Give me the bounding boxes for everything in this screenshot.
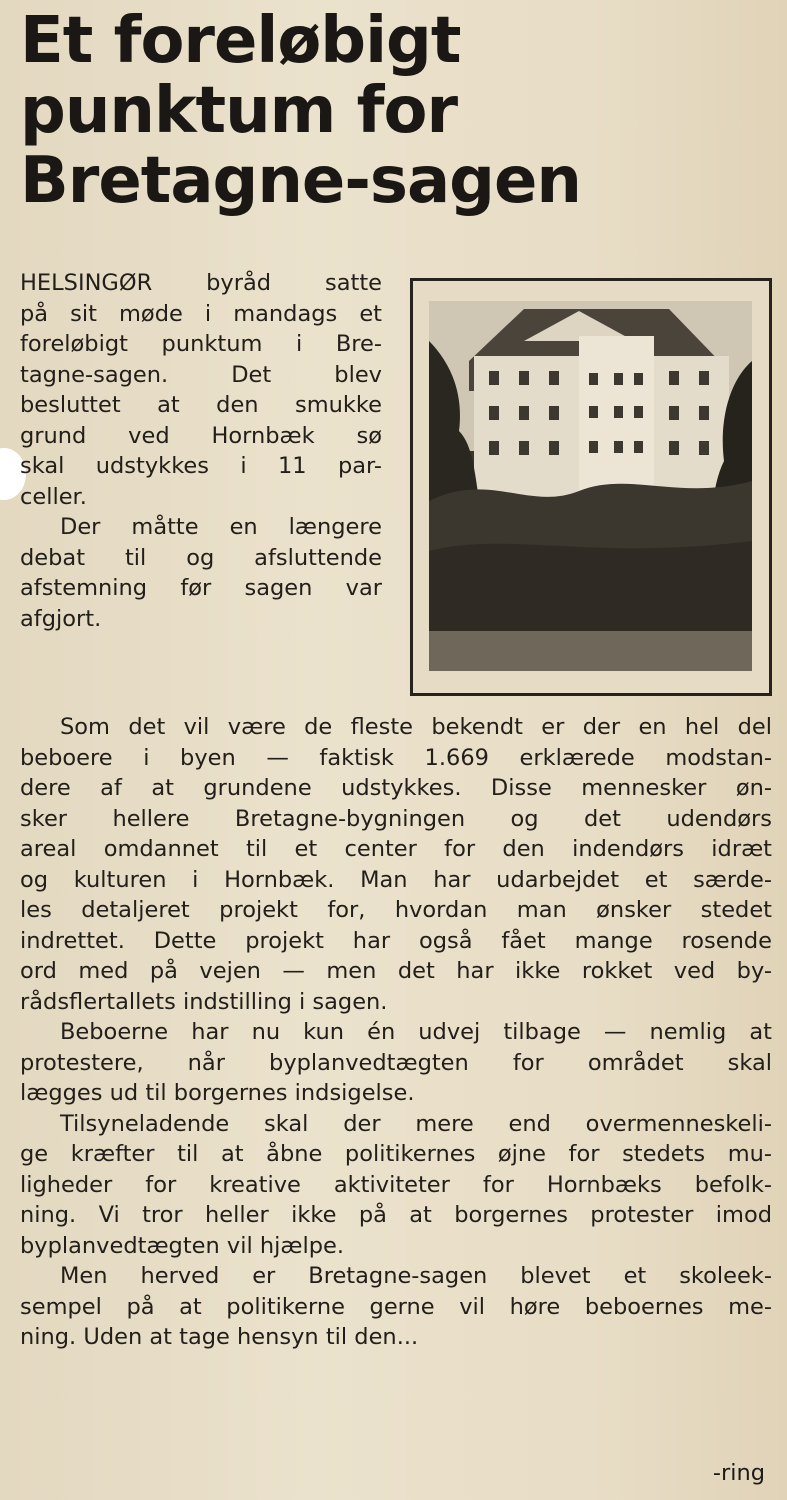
body-line: Men herved er Bretagne-sagen blevet et skoleek- <box>60 1263 772 1289</box>
intro-line: debat til og afsluttende <box>20 544 382 571</box>
body-line: ligheder for kreative aktiviteter for Hornbæks befolk- <box>20 1171 772 1198</box>
intro-line: celler. <box>20 483 87 510</box>
intro-line: tagne-sagen. Det blev <box>20 361 382 388</box>
body-line: sempel på at politikerne gerne vil høre beboernes me- <box>20 1293 772 1320</box>
body-line: rådsflertallets indstilling i sagen. <box>20 988 388 1015</box>
body-line: protestere, når byplanvedtægten for området skal <box>20 1049 772 1076</box>
intro-line: afgjort. <box>20 605 102 632</box>
body-line: Som det vil være de fleste bekendt er der en hel del <box>60 714 772 740</box>
intro-line: foreløbigt punktum i Bre- <box>20 331 382 357</box>
body-line: ge kræfter til at åbne politikernes øjne for stedets mu- <box>20 1141 772 1167</box>
body-line: Beboerne har nu kun én udvej tilbage — nemlig at <box>60 1019 772 1045</box>
body-line: ord med på vejen — men det har ikke rokket ved by- <box>20 958 772 984</box>
intro-line: på sit møde i mandags et <box>20 300 382 327</box>
body-line: Tilsyneladende skal der mere end overmenneskeli- <box>60 1110 772 1137</box>
intro-column <box>20 268 382 634</box>
body-line: beboere i byen — faktisk 1.669 erklærede modstan- <box>20 744 772 771</box>
headline <box>20 6 770 216</box>
intro-line: skal udstykkes i 11 par- <box>20 453 382 479</box>
body-line: og kulturen i Hornbæk. Man har udarbejdet et særde- <box>20 866 772 893</box>
body-line: indrettet. Dette projekt har også fået mange rosende <box>20 927 772 954</box>
intro-line: besluttet at den smukke <box>20 392 382 418</box>
headline-line-2: punktum for <box>20 74 457 148</box>
photo-frame <box>410 278 772 696</box>
body-line: ning. Vi tror heller ikke på at borgernes protester imod <box>20 1202 772 1228</box>
body-line: byplanvedtægten vil hjælpe. <box>20 1232 344 1259</box>
headline-line-1: Et foreløbigt <box>20 4 461 78</box>
headline-line-3: Bretagne-sagen <box>20 144 581 218</box>
intro-line: afstemning før sagen var <box>20 575 382 601</box>
body-line: lægges ud til borgernes indsigelse. <box>20 1080 415 1106</box>
body-line: les detaljeret projekt for, hvordan man ønsker stedet <box>20 897 772 923</box>
building-photo <box>429 301 752 671</box>
body-line: ning. Uden at tage hensyn til den... <box>20 1324 419 1350</box>
body-line: dere af at grundene udstykkes. Disse mennesker øn- <box>20 775 772 801</box>
body-column <box>20 712 772 1353</box>
body-line: areal omdannet til et center for den indendørs idræt <box>20 836 772 862</box>
intro-line: HELSINGØR byråd satte <box>20 270 382 296</box>
intro-line: grund ved Hornbæk sø <box>20 422 382 449</box>
author-signature: -ring <box>712 1460 765 1486</box>
intro-line: Der måtte en længere <box>60 514 382 540</box>
body-line: sker hellere Bretagne-bygningen og det udendørs <box>20 805 772 832</box>
